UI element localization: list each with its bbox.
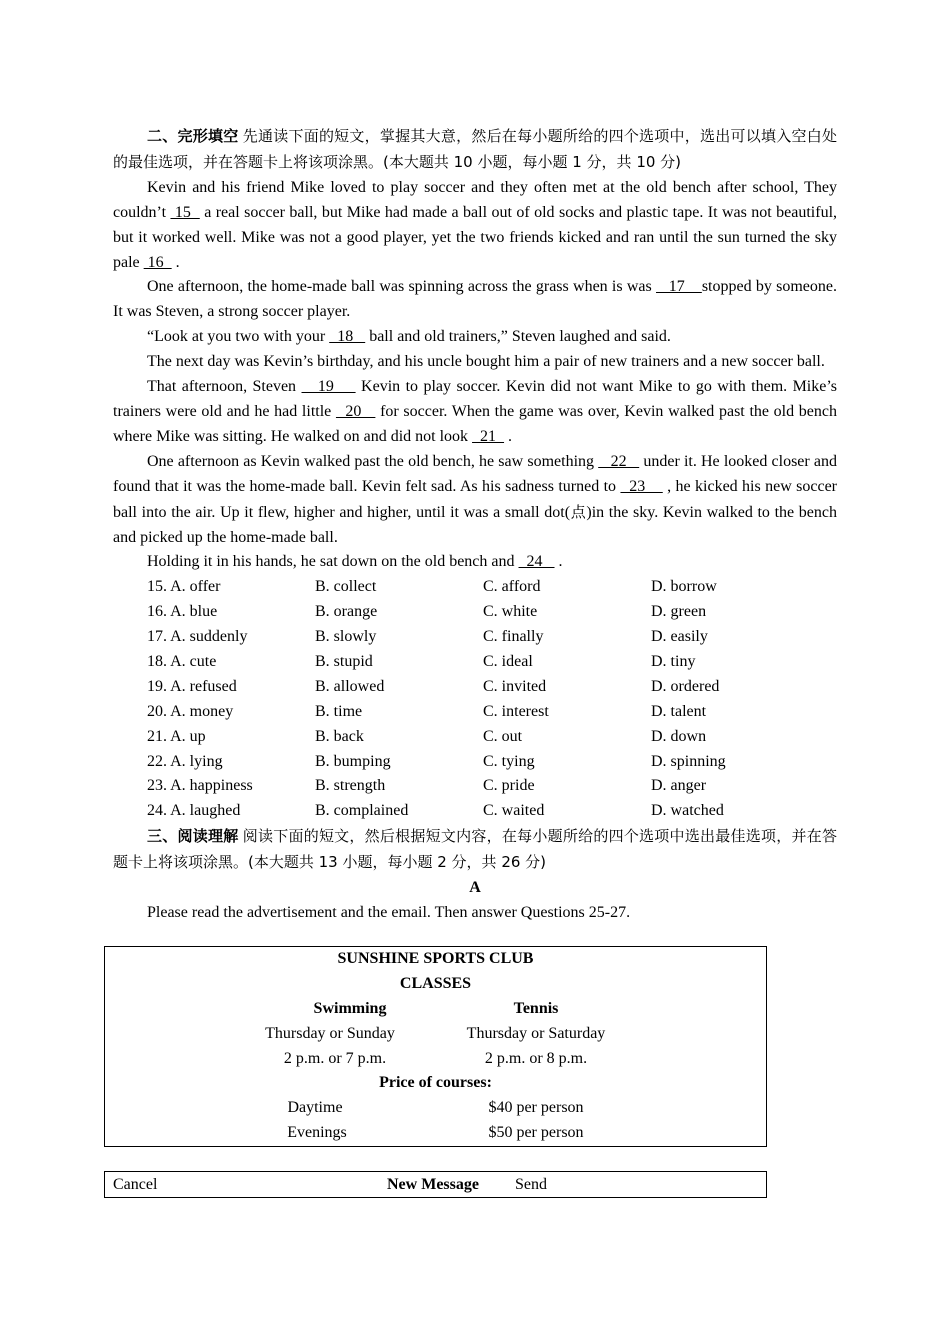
option-b: B. orange	[315, 603, 378, 621]
option-b: B. slowly	[315, 628, 377, 646]
ad-subtitle: CLASSES	[399, 975, 472, 992]
advertisement	[104, 946, 767, 1147]
option-c: C. ideal	[483, 652, 533, 670]
option-c: C. pride	[483, 777, 535, 795]
option-a: 21. A. up	[147, 727, 206, 745]
option-b: B. strength	[315, 777, 386, 795]
option-d: D. green	[651, 603, 707, 621]
email-header-bar	[104, 1171, 767, 1198]
option-c: C. waited	[483, 802, 545, 820]
text: One afternoon, the home-made ball was spinning across the grass when is was	[147, 278, 657, 296]
option-c: C. out	[483, 727, 523, 745]
cloze-paragraph-7	[113, 550, 837, 575]
tennis-heading: Tennis	[513, 1000, 559, 1017]
text: for soccer. When the game was over, Kevin walked past the old bench where Mike was sitting. He walked on and did not look	[113, 402, 838, 445]
cancel-button: Cancel	[113, 1176, 158, 1193]
cloze-paragraph-4: The next day was Kevin’s birthday, and his uncle bought him a pair of new trainers and a new soccer ball.	[147, 353, 825, 371]
option-row	[147, 725, 837, 750]
text: One afternoon as Kevin walked past the old bench, he saw something	[147, 452, 599, 470]
option-b: B. stupid	[315, 652, 373, 670]
option-c: C. invited	[483, 677, 547, 695]
cloze-instruction-text: 先通读下面的短文，掌握其大意，然后在每小题所给的四个选项中，选出可以填入空白处的最佳选项，并在答题卡上将该项涂黑。(本大题共 10 小题，每小题 1 分，共 10 分)	[113, 127, 837, 171]
text: ball and old trainers,” Steven laughed and said.	[365, 328, 671, 346]
evenings-label: Evenings	[287, 1124, 347, 1141]
option-a: 23. A. happiness	[147, 777, 253, 795]
option-c: C. finally	[483, 628, 544, 646]
cloze-instruction	[113, 124, 837, 176]
option-c: C. white	[483, 603, 538, 621]
option-b: B. complained	[315, 802, 409, 820]
tennis-times: 2 p.m. or 8 p.m.	[484, 1050, 588, 1067]
text: Kevin and his friend Mike loved to play soccer and they often met at the old bench after school, They couldn’t	[113, 178, 837, 221]
option-d: D. watched	[651, 802, 724, 820]
text: .	[171, 253, 180, 271]
text: 点	[570, 502, 587, 521]
text: “Look at you two with your	[147, 328, 330, 346]
option-a: 19. A. refused	[147, 677, 237, 695]
option-d: D. anger	[651, 777, 707, 795]
option-b: B. collect	[315, 578, 377, 596]
option-row	[147, 700, 837, 725]
reading-instruction-text: 阅读下面的短文，然后根据短文内容，在每小题所给的四个选项中选出最佳选项，并在答题卡上将该项涂黑。(本大题共 13 小题，每小题 2 分，共 26 分)	[113, 827, 837, 872]
option-c: C. tying	[483, 752, 535, 770]
text: stopped by someone. It was Steven, a strong soccer player.	[113, 278, 837, 321]
cloze-paragraph-2	[113, 275, 837, 325]
option-d: D. spinning	[651, 752, 726, 770]
cloze-paragraph-3	[113, 325, 837, 350]
blank-15: 15	[170, 203, 200, 221]
reading-heading: 三、阅读理解	[147, 827, 239, 846]
cloze-paragraph-5	[113, 375, 837, 450]
option-row	[147, 799, 837, 824]
option-a: 18. A. cute	[147, 652, 217, 670]
blank-20: 20	[335, 402, 376, 420]
option-d: D. easily	[651, 628, 708, 646]
cloze-heading: 二、完形填空	[147, 127, 239, 145]
option-c: C. afford	[483, 578, 541, 596]
option-a: 16. A. blue	[147, 603, 218, 621]
option-row	[147, 675, 837, 700]
daytime-label: Daytime	[287, 1099, 343, 1116]
option-d: D. ordered	[651, 677, 720, 695]
cloze-paragraph-1	[113, 176, 837, 276]
option-row	[147, 774, 837, 799]
reading-instruction	[113, 824, 837, 876]
evenings-price: $50 per person	[488, 1124, 584, 1141]
option-c: C. interest	[483, 702, 549, 720]
blank-16: 16	[143, 253, 172, 271]
text: That afternoon, Steven	[147, 378, 302, 396]
text: Kevin to play soccer. Kevin did not want Mike to go with them. Mike’s trainers were old and he had little	[113, 378, 838, 420]
text: under it. He looked closer and found that it was the home-made ball. Kevin felt sad. As his sadness turned to	[113, 452, 838, 495]
swimming-heading: Swimming	[313, 1000, 387, 1017]
reading-intro: Please read the advertisement and the email. Then answer Questions 25-27.	[147, 903, 631, 921]
answer-options	[147, 575, 837, 824]
blank-19: 19	[301, 378, 356, 396]
cloze-paragraph-6	[113, 450, 837, 551]
option-b: B. allowed	[315, 677, 385, 695]
blank-21: 21	[472, 427, 505, 445]
blank-24: 24	[518, 553, 555, 571]
blank-17: 17	[656, 278, 702, 296]
option-b: B. time	[315, 702, 363, 720]
text: , he kicked his new soccer ball into the air. Up it flew, higher and higher, until it was a small dot(	[113, 477, 838, 521]
email-title: New Message	[387, 1176, 479, 1193]
daytime-price: $40 per person	[488, 1099, 584, 1116]
text: )in the sky. Kevin walked to the bench and picked up the home-made ball.	[113, 503, 837, 546]
option-b: B. bumping	[315, 752, 391, 770]
option-d: D. borrow	[651, 578, 717, 596]
option-b: B. back	[315, 727, 364, 745]
text: a real soccer ball, but Mike had made a ball out of old socks and plastic tape. It was not beautiful, but it worked well. Mike was not a good player, yet the two friends kicked and ran until the sun turned the sky pale	[113, 203, 838, 271]
option-d: D. down	[651, 727, 707, 745]
option-d: D. talent	[651, 702, 707, 720]
blank-18: 18	[329, 328, 366, 346]
option-row	[147, 625, 837, 650]
blank-22: 22	[598, 452, 640, 470]
text: .	[504, 427, 513, 445]
price-heading: Price of courses:	[379, 1074, 492, 1091]
swimming-days: Thursday or Sunday	[265, 1025, 395, 1042]
exam-page	[113, 124, 837, 926]
text: Holding it in his hands, he sat down on the old bench and	[147, 553, 519, 571]
blank-23: 23	[620, 477, 663, 495]
tennis-days: Thursday or Saturday	[466, 1025, 606, 1042]
option-a: 22. A. lying	[147, 752, 223, 770]
swimming-times: 2 p.m. or 7 p.m.	[283, 1050, 387, 1067]
option-row	[147, 750, 837, 775]
ad-title: SUNSHINE SPORTS CLUB	[337, 950, 534, 967]
option-row	[147, 600, 837, 625]
option-a: 17. A. suddenly	[147, 628, 248, 646]
option-d: D. tiny	[651, 652, 696, 670]
option-a: 20. A. money	[147, 702, 234, 720]
option-a: 15. A. offer	[147, 578, 221, 596]
option-a: 24. A. laughed	[147, 802, 241, 820]
section-letter: A	[469, 879, 481, 897]
text: .	[554, 553, 563, 571]
send-button: Send	[515, 1176, 547, 1193]
option-row	[147, 650, 837, 675]
option-row	[147, 575, 837, 600]
